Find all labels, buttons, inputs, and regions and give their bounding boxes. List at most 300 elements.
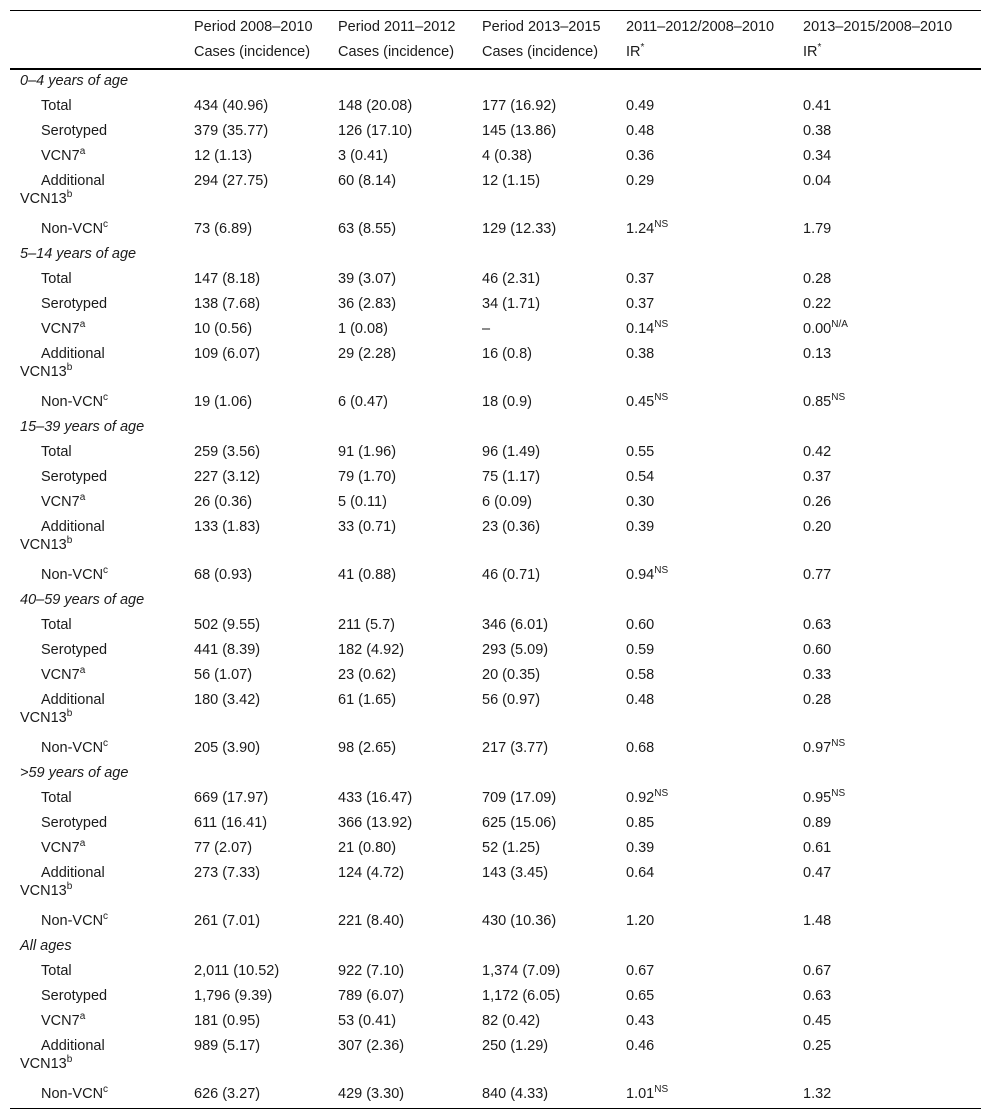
table-row <box>10 1083 981 1109</box>
group-title: >59 years of age <box>20 765 129 781</box>
group-header-row <box>10 589 981 614</box>
cases-cell: 625 (15.06) <box>482 815 557 831</box>
ir-value: 0.43 <box>626 1013 655 1029</box>
row-label-text: Non-VCN <box>41 913 104 929</box>
significance-mark: NS <box>654 219 669 231</box>
cases-cell: 1 (0.08) <box>338 321 388 337</box>
significance-mark: NS <box>654 1084 669 1096</box>
ir-cell <box>803 564 981 589</box>
cases-cell: 33 (0.71) <box>338 519 397 535</box>
row-label-text: Additional <box>41 346 105 362</box>
cases-cell: 307 (2.36) <box>338 1038 405 1054</box>
ir-cell <box>626 95 803 120</box>
footnote-mark: b <box>66 362 73 374</box>
row-label <box>10 985 194 1010</box>
ir-cell <box>626 1035 803 1083</box>
ir-value: 0.20 <box>803 519 832 535</box>
cases-cell: 23 (0.62) <box>338 667 397 683</box>
ir-value: 0.38 <box>803 123 832 139</box>
ir-label: IR <box>803 44 818 60</box>
ir-value: 1.20 <box>626 913 655 929</box>
significance-mark: NS <box>831 738 846 750</box>
cases-cell: 429 (3.30) <box>338 1086 405 1102</box>
group-title: 5–14 years of age <box>20 246 137 262</box>
cases-cell: 366 (13.92) <box>338 815 413 831</box>
header-period-2013-2015: Period 2013–2015 <box>482 19 601 35</box>
cases-cell: 39 (3.07) <box>338 271 397 287</box>
row-label <box>10 268 194 293</box>
ir-cell <box>626 664 803 689</box>
footnote-mark: c <box>103 565 109 577</box>
ir-value: 0.30 <box>626 494 655 510</box>
row-label-text: VCN13 <box>20 883 67 899</box>
row-label <box>10 639 194 664</box>
ir-value: 0.38 <box>626 346 655 362</box>
ir-cell <box>626 491 803 516</box>
row-label-text: Total <box>41 444 72 460</box>
table-row <box>10 145 981 170</box>
row-label <box>10 441 194 466</box>
ir-value: 1.01 <box>626 1086 655 1102</box>
row-label <box>10 343 194 391</box>
cases-cell: 46 (2.31) <box>482 271 541 287</box>
cases-cell: 60 (8.14) <box>338 173 397 189</box>
ir-value: 0.42 <box>803 444 832 460</box>
significance-mark: NS <box>654 319 669 331</box>
ir-cell <box>803 689 981 737</box>
ir-value: 0.48 <box>626 123 655 139</box>
cases-cell: 91 (1.96) <box>338 444 397 460</box>
ir-label: IR <box>626 44 641 60</box>
table-row <box>10 516 981 564</box>
row-label-text: Additional <box>41 692 105 708</box>
cases-cell: 41 (0.88) <box>338 567 397 583</box>
row-label <box>10 737 194 762</box>
row-label <box>10 837 194 862</box>
ir-value: 0.33 <box>803 667 832 683</box>
row-label-text: Non-VCN <box>41 221 104 237</box>
row-label-line2 <box>20 363 194 381</box>
ir-cell <box>803 516 981 564</box>
cases-cell: 46 (0.71) <box>482 567 541 583</box>
row-label <box>10 218 194 243</box>
table-header <box>10 11 981 70</box>
table-row <box>10 689 981 737</box>
group-title: 15–39 years of age <box>20 419 145 435</box>
cases-cell: 145 (13.86) <box>482 123 557 139</box>
row-label-text: Serotyped <box>41 642 108 658</box>
cases-cell: 73 (6.89) <box>194 221 253 237</box>
ir-value: 0.48 <box>626 692 655 708</box>
cases-cell: 96 (1.49) <box>482 444 541 460</box>
ir-cell <box>626 516 803 564</box>
ir-value: 0.28 <box>803 271 832 287</box>
ir-value: 0.28 <box>803 692 832 708</box>
cases-cell: 133 (1.83) <box>194 519 261 535</box>
table-row <box>10 441 981 466</box>
ir-cell <box>626 960 803 985</box>
row-label <box>10 564 194 589</box>
table-row <box>10 737 981 762</box>
ir-cell <box>803 639 981 664</box>
footnote-mark: b <box>66 535 73 547</box>
ir-cell <box>803 293 981 318</box>
cases-cell: 1,374 (7.09) <box>482 963 561 979</box>
group-header-row <box>10 762 981 787</box>
cases-cell: 2,011 (10.52) <box>194 963 280 979</box>
ir-cell <box>803 664 981 689</box>
group-header-row <box>10 416 981 441</box>
cases-cell: 21 (0.80) <box>338 840 397 856</box>
cases-cell: 441 (8.39) <box>194 642 261 658</box>
ir-value: 1.32 <box>803 1086 832 1102</box>
cases-cell: 20 (0.35) <box>482 667 541 683</box>
ir-value: 0.37 <box>626 271 655 287</box>
row-label-line2 <box>20 1055 194 1073</box>
ir-cell <box>626 466 803 491</box>
ir-cell <box>626 391 803 416</box>
ir-value: 0.37 <box>626 296 655 312</box>
footnote-mark: a <box>79 665 86 677</box>
table-row <box>10 391 981 416</box>
row-label-text: Serotyped <box>41 123 108 139</box>
header-period-2008-2010: Period 2008–2010 <box>194 19 313 35</box>
cases-cell: 205 (3.90) <box>194 740 261 756</box>
row-label <box>10 293 194 318</box>
group-header-row <box>10 935 981 960</box>
row-label <box>10 491 194 516</box>
ir-value: 0.68 <box>626 740 655 756</box>
incidence-table <box>10 10 981 1109</box>
cases-cell: 6 (0.09) <box>482 494 532 510</box>
ir-value: 0.67 <box>803 963 832 979</box>
ir-cell <box>803 737 981 762</box>
ir-cell <box>626 910 803 935</box>
ir-value: 0.97 <box>803 740 832 756</box>
row-label <box>10 1083 194 1109</box>
footnote-mark: c <box>103 219 109 231</box>
cases-cell: 138 (7.68) <box>194 296 261 312</box>
ir-value: 0.59 <box>626 642 655 658</box>
row-label-text: Additional <box>41 173 105 189</box>
ir-cell <box>626 120 803 145</box>
cases-cell: 16 (0.8) <box>482 346 532 362</box>
ir-cell <box>803 391 981 416</box>
ir-cell <box>626 614 803 639</box>
ir-cell <box>803 837 981 862</box>
ir-cell <box>803 491 981 516</box>
ir-value: 0.29 <box>626 173 655 189</box>
row-label <box>10 1010 194 1035</box>
row-label <box>10 318 194 343</box>
ir-value: 1.48 <box>803 913 832 929</box>
cases-cell: 217 (3.77) <box>482 740 549 756</box>
cases-cell: 36 (2.83) <box>338 296 397 312</box>
cases-cell: 3 (0.41) <box>338 148 388 164</box>
row-label-text: Total <box>41 617 72 633</box>
cases-cell: 1,172 (6.05) <box>482 988 561 1004</box>
row-label-text: VCN13 <box>20 364 67 380</box>
table-row <box>10 343 981 391</box>
ir-cell <box>803 960 981 985</box>
row-label-text: Total <box>41 963 72 979</box>
row-label-text: Additional <box>41 1038 105 1054</box>
significance-mark: NS <box>831 788 846 800</box>
ir-value: 0.60 <box>626 617 655 633</box>
table-row <box>10 564 981 589</box>
ir-cell <box>803 1035 981 1083</box>
ir-cell <box>626 862 803 910</box>
footnote-mark: c <box>103 1084 109 1096</box>
table-row <box>10 960 981 985</box>
cases-cell: 273 (7.33) <box>194 865 261 881</box>
row-label <box>10 960 194 985</box>
cases-cell: 10 (0.56) <box>194 321 253 337</box>
cases-cell: 379 (35.77) <box>194 123 269 139</box>
row-label-line2 <box>20 190 194 208</box>
ir-value: 0.26 <box>803 494 832 510</box>
ir-footnote-mark: * <box>640 42 645 54</box>
row-label-text: Non-VCN <box>41 394 104 410</box>
row-label-text: Serotyped <box>41 296 108 312</box>
footnote-mark: c <box>103 911 109 923</box>
ir-cell <box>626 145 803 170</box>
ir-value: 0.63 <box>803 988 832 1004</box>
cases-cell: 840 (4.33) <box>482 1086 549 1102</box>
row-label <box>10 516 194 564</box>
ir-cell <box>626 318 803 343</box>
significance-mark: NS <box>654 392 669 404</box>
row-label-text: VCN13 <box>20 710 67 726</box>
table-row <box>10 268 981 293</box>
ir-value: 0.95 <box>803 790 832 806</box>
ir-cell <box>626 689 803 737</box>
ir-value: 0.55 <box>626 444 655 460</box>
row-label <box>10 812 194 837</box>
ir-cell <box>803 787 981 812</box>
ir-cell <box>626 293 803 318</box>
header-empty-cell <box>10 43 194 69</box>
ir-value: 0.60 <box>803 642 832 658</box>
row-label-text: VCN7 <box>41 1013 80 1029</box>
cases-cell: 19 (1.06) <box>194 394 253 410</box>
ir-cell <box>626 441 803 466</box>
cases-cell: 346 (6.01) <box>482 617 549 633</box>
cases-cell: 147 (8.18) <box>194 271 261 287</box>
table-row <box>10 120 981 145</box>
table-row <box>10 170 981 218</box>
cases-cell: 626 (3.27) <box>194 1086 261 1102</box>
row-label <box>10 862 194 910</box>
row-label-line2 <box>20 536 194 554</box>
cases-cell: 129 (12.33) <box>482 221 557 237</box>
table-body <box>10 69 981 1109</box>
table-row <box>10 95 981 120</box>
ir-value: 0.47 <box>803 865 832 881</box>
ir-value: 0.04 <box>803 173 832 189</box>
cases-cell: 124 (4.72) <box>338 865 405 881</box>
row-label-text: VCN13 <box>20 191 67 207</box>
table-row <box>10 812 981 837</box>
ir-cell <box>803 95 981 120</box>
row-label <box>10 145 194 170</box>
cases-cell: 250 (1.29) <box>482 1038 549 1054</box>
ir-value: 0.46 <box>626 1038 655 1054</box>
table-row <box>10 787 981 812</box>
ir-cell <box>626 564 803 589</box>
ir-value: 0.89 <box>803 815 832 831</box>
row-label <box>10 170 194 218</box>
footnote-mark: c <box>103 738 109 750</box>
ir-cell <box>626 737 803 762</box>
table-row <box>10 1035 981 1083</box>
header-period-2011-2012: Period 2011–2012 <box>338 19 456 35</box>
ir-cell <box>803 120 981 145</box>
cases-cell: 430 (10.36) <box>482 913 557 929</box>
ir-value: 0.77 <box>803 567 832 583</box>
cases-cell: 143 (3.45) <box>482 865 549 881</box>
cases-cell: 4 (0.38) <box>482 148 532 164</box>
ir-value: 0.63 <box>803 617 832 633</box>
cases-cell: 211 (5.7) <box>338 617 395 633</box>
cases-cell: 77 (2.07) <box>194 840 253 856</box>
cases-cell: 53 (0.41) <box>338 1013 397 1029</box>
cases-cell: 989 (5.17) <box>194 1038 261 1054</box>
ir-footnote-mark: * <box>817 42 822 54</box>
cases-cell: 98 (2.65) <box>338 740 397 756</box>
ir-cell <box>626 343 803 391</box>
row-label <box>10 910 194 935</box>
cases-cell: 56 (0.97) <box>482 692 541 708</box>
row-label <box>10 95 194 120</box>
cases-cell: 79 (1.70) <box>338 469 397 485</box>
ir-cell <box>626 170 803 218</box>
cases-cell: 182 (4.92) <box>338 642 405 658</box>
cases-cell: 789 (6.07) <box>338 988 405 1004</box>
ir-value: 1.24 <box>626 221 655 237</box>
cases-cell: 29 (2.28) <box>338 346 397 362</box>
table-row <box>10 664 981 689</box>
ir-value: 0.36 <box>626 148 655 164</box>
ir-value: 0.54 <box>626 469 655 485</box>
cases-cell: 261 (7.01) <box>194 913 261 929</box>
table-row <box>10 318 981 343</box>
significance-mark: NS <box>654 788 669 800</box>
ir-value: 1.79 <box>803 221 832 237</box>
ir-cell <box>803 985 981 1010</box>
ir-value: 0.39 <box>626 840 655 856</box>
ir-value: 0.45 <box>626 394 655 410</box>
footnote-mark: b <box>66 708 73 720</box>
table-row <box>10 614 981 639</box>
group-title: 0–4 years of age <box>20 73 129 89</box>
cases-cell: 5 (0.11) <box>338 494 387 510</box>
ir-value: 0.37 <box>803 469 832 485</box>
group-title: All ages <box>20 938 72 954</box>
ir-value: 0.45 <box>803 1013 832 1029</box>
row-label <box>10 664 194 689</box>
ir-cell <box>626 639 803 664</box>
ir-value: 0.67 <box>626 963 655 979</box>
cases-cell: 293 (5.09) <box>482 642 549 658</box>
cases-cell: 221 (8.40) <box>338 913 405 929</box>
row-label <box>10 787 194 812</box>
ir-cell <box>626 787 803 812</box>
header-ratio-2013-2015: 2013–2015/2008–2010 <box>803 19 953 35</box>
header-ratio-2011-2012: 2011–2012/2008–2010 <box>626 19 775 35</box>
cases-cell: 294 (27.75) <box>194 173 269 189</box>
ir-cell <box>803 812 981 837</box>
cases-cell: 259 (3.56) <box>194 444 261 460</box>
ir-cell <box>803 441 981 466</box>
cases-cell: 82 (0.42) <box>482 1013 541 1029</box>
cases-cell: 1,796 (9.39) <box>194 988 273 1004</box>
cases-cell: 23 (0.36) <box>482 519 541 535</box>
ir-value: 0.00 <box>803 321 832 337</box>
cases-cell: 502 (9.55) <box>194 617 261 633</box>
cases-cell: 126 (17.10) <box>338 123 413 139</box>
cases-cell: 61 (1.65) <box>338 692 397 708</box>
ir-value: 0.49 <box>626 98 655 114</box>
row-label-text: VCN7 <box>41 321 80 337</box>
row-label <box>10 391 194 416</box>
row-label-line2 <box>20 882 194 900</box>
row-label-text: Total <box>41 790 72 806</box>
footnote-mark: a <box>79 838 86 850</box>
ir-cell <box>803 145 981 170</box>
cases-cell: 227 (3.12) <box>194 469 261 485</box>
row-label <box>10 120 194 145</box>
ir-value: 0.25 <box>803 1038 832 1054</box>
cases-cell: 669 (17.97) <box>194 790 269 806</box>
row-label-text: Non-VCN <box>41 1086 104 1102</box>
ir-cell <box>626 1083 803 1109</box>
ir-cell <box>803 910 981 935</box>
table-row <box>10 491 981 516</box>
table-row <box>10 1010 981 1035</box>
table-row <box>10 910 981 935</box>
header-ir-1 <box>626 43 803 69</box>
ir-cell <box>803 170 981 218</box>
footnote-mark: a <box>79 492 86 504</box>
cases-cell: 180 (3.42) <box>194 692 261 708</box>
ir-value: 0.85 <box>803 394 832 410</box>
ir-value: 0.94 <box>626 567 655 583</box>
cases-cell: 709 (17.09) <box>482 790 557 806</box>
row-label-text: Additional <box>41 865 105 881</box>
cases-cell: 6 (0.47) <box>338 394 388 410</box>
row-label <box>10 1035 194 1083</box>
cases-cell: 434 (40.96) <box>194 98 269 114</box>
table-row <box>10 862 981 910</box>
table-row <box>10 985 981 1010</box>
row-label-text: Total <box>41 98 72 114</box>
cases-cell: 181 (0.95) <box>194 1013 261 1029</box>
row-label-text: Non-VCN <box>41 740 104 756</box>
table-row <box>10 639 981 664</box>
ir-value: 0.13 <box>803 346 832 362</box>
ir-cell <box>803 318 981 343</box>
cases-cell: 52 (1.25) <box>482 840 541 856</box>
header-cases-incidence-1: Cases (incidence) <box>194 43 338 69</box>
cases-cell: 26 (0.36) <box>194 494 253 510</box>
ir-cell <box>803 614 981 639</box>
header-empty-cell <box>10 11 194 44</box>
ir-cell <box>803 343 981 391</box>
header-row-subheaders <box>10 43 981 69</box>
footnote-mark: a <box>79 1011 86 1023</box>
cases-cell: 63 (8.55) <box>338 221 397 237</box>
